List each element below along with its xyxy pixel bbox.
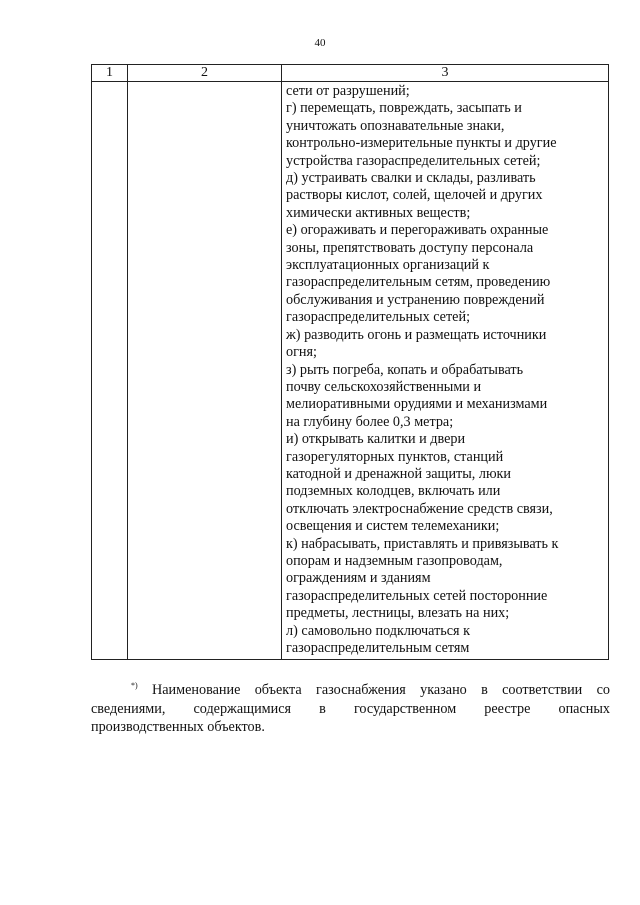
text-line: газораспределительным сетям, проведению (286, 274, 551, 291)
document-table (91, 64, 609, 660)
table-cell-col1 (92, 82, 128, 660)
text-line: устройства газораспределительных сетей; (286, 152, 541, 169)
text-line: зоны, препятствовать доступу персонала (286, 239, 534, 256)
text-line: и) открывать калитки и двери (286, 431, 466, 448)
text-line: е) огораживать и перегораживать охранные (286, 222, 549, 239)
text-line: химически активных веществ; (286, 204, 471, 221)
text-line: газораспределительных сетей; (286, 309, 471, 326)
text-line: отключать электроснабжение средств связи, (286, 500, 553, 517)
column-header-2: 2 (128, 65, 282, 82)
text-line: д) устраивать свалки и склады, разливать (286, 170, 536, 187)
table-header-row (92, 65, 609, 82)
text-line: л) самовольно подключаться к (286, 622, 471, 639)
footnote-marker: *) (131, 681, 138, 690)
footnote-line-3: производственных объектов. (91, 719, 265, 736)
text-line: подземных колодцев, включать или (286, 483, 501, 500)
text-line: освещения и систем телемеханики; (286, 518, 500, 535)
text-line: опорам и надземным газопроводам, (286, 552, 503, 569)
text-line: катодной и дренажной защиты, люки (286, 465, 512, 482)
text-line: огня; (286, 344, 317, 361)
text-line: на глубину более 0,3 метра; (286, 413, 454, 430)
text-line: газораспределительным сетям (286, 640, 470, 656)
text-line: эксплуатационных организаций к (286, 257, 490, 274)
text-line: г) перемещать, повреждать, засыпать и (286, 100, 522, 117)
table-cell-col2 (128, 82, 282, 660)
page-number: 40 (314, 37, 326, 49)
footnote-line-1 (91, 681, 610, 700)
text-line: контрольно-измерительные пункты и другие (286, 135, 557, 152)
column-header-1: 1 (92, 65, 128, 82)
text-line: з) рыть погреба, копать и обрабатывать (286, 361, 524, 378)
text-line: мелиоративными орудиями и механизмами (286, 396, 548, 413)
text-line: сети от разрушений; (286, 83, 410, 99)
footnote-text-1: Наименование объекта газоснабжения указано в соответствии со (152, 682, 610, 698)
text-line: уничтожать опознавательные знаки, (286, 117, 505, 134)
text-line: ж) разводить огонь и размещать источники (286, 326, 547, 343)
text-line: обслуживания и устранению повреждений (286, 291, 545, 308)
text-line: почву сельскохозяйственными и (286, 378, 482, 395)
footnote (91, 681, 610, 737)
text-line: газорегуляторных пунктов, станций (286, 448, 504, 465)
text-line: предметы, лестницы, влезать на них; (286, 605, 510, 622)
table-cell-col3 (282, 82, 609, 660)
text-line: растворы кислот, солей, щелочей и других (286, 187, 543, 204)
column-header-3: 3 (282, 65, 609, 82)
text-line: ограждениям и зданиям (286, 570, 431, 587)
text-line: газораспределительных сетей посторонние (286, 587, 548, 604)
text-line: к) набрасывать, приставлять и привязывать к (286, 535, 559, 552)
footnote-line-2: сведениями, содержащимися в государственном реестре опасных (91, 700, 610, 717)
table-row (92, 82, 609, 660)
